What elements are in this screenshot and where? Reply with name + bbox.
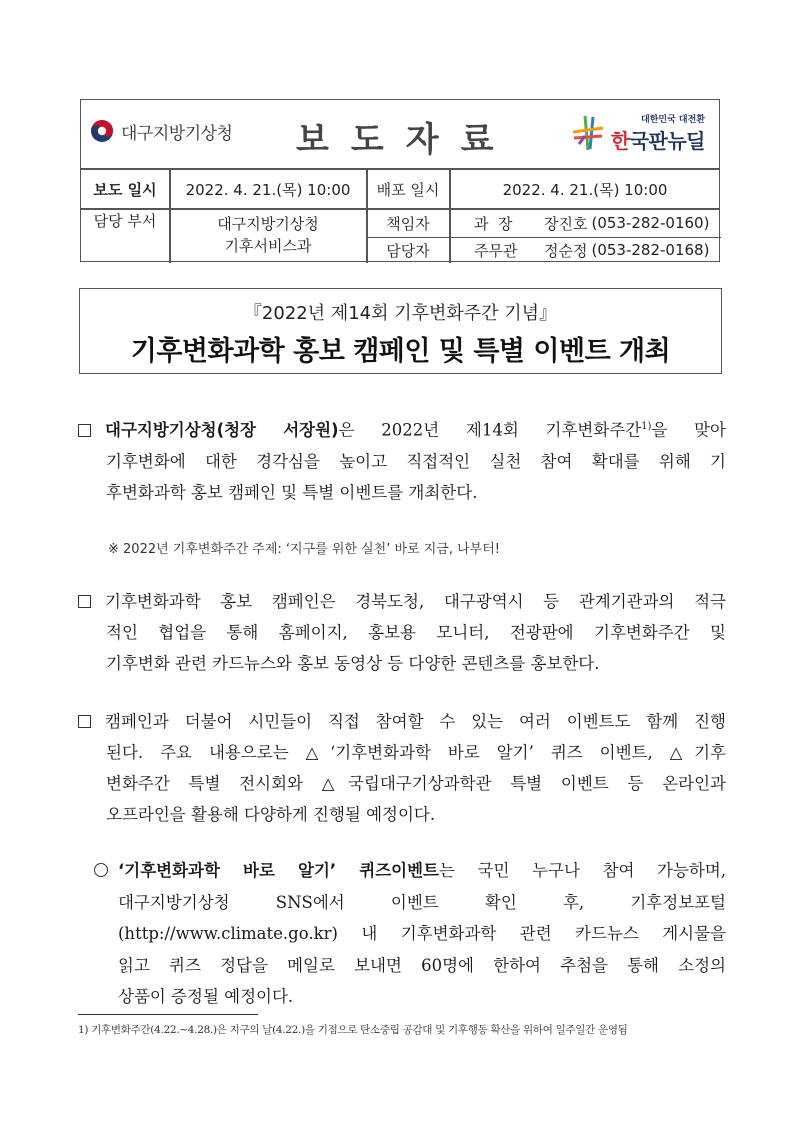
contact-role: 담당자 xyxy=(386,241,430,260)
paragraph-text: 을 맞아 xyxy=(651,420,726,440)
kma-logo xyxy=(89,118,232,144)
square-bullet-icon xyxy=(78,715,91,728)
paragraph-line: (http://www.climate.go.kr) 내 기후변화과학 관련 카드뉴스 게시물을 xyxy=(118,924,726,943)
contact-title: 주무관 xyxy=(474,241,518,260)
headline-box xyxy=(79,288,722,374)
paragraph-line: 기후변화 관련 카드뉴스와 홍보 동영상 등 다양한 콘텐츠를 홍보한다. xyxy=(106,654,600,673)
agency-highlight: 대구지방기상청(청장 서장원) xyxy=(105,420,339,440)
department-value xyxy=(170,210,366,260)
paragraph-line: 기후변화에 대한 경각심을 높이고 직접적인 실천 참여 확대를 위해 기 xyxy=(106,451,726,471)
press-release-title xyxy=(296,112,515,161)
distribution-date-value: 2022. 4. 21.(목) 10:00 xyxy=(502,180,668,199)
taegeuk-emblem-icon xyxy=(89,118,115,144)
paragraph-line xyxy=(94,855,726,887)
paragraph-line: 읽고 퀴즈 정답을 메일로 보내면 60명에 한하여 추첨을 통해 소정의 xyxy=(118,955,726,975)
department-division: 기후서비스과 xyxy=(224,237,312,255)
paragraph-3 xyxy=(78,706,726,830)
headline-subtitle: 『2022년 제14회 기후변화주간 기념』 xyxy=(243,303,558,324)
paragraph-text: 캠페인과 더불어 시민들이 직접 참여할 수 있는 여러 이벤트도 함께 진행 xyxy=(105,712,726,731)
new-deal-burst-icon xyxy=(571,114,605,152)
theme-note: ※ 2022년 기후변화주간 주제: ‘지구를 위한 실천’ 바로 지금, 나부터! xyxy=(108,542,500,557)
paragraph-line: 된다. 주요 내용으로는 △‘기후변화과학 바로 알기’ 퀴즈 이벤트, △기후 xyxy=(106,743,726,762)
korean-new-deal-logo xyxy=(571,112,705,154)
paragraph-line: 변화주간 특별 전시회와 △국립대구기상과학관 특별 이벤트 등 온라인과 xyxy=(106,774,726,793)
footnote: 1) 기후변화주간(4.22.~4.28.)은 지구의 날(4.22.)을 기점으로 탄소중립 공감대 및 기후행동 확산을 위하여 일주일간 운영됨 xyxy=(78,1024,628,1036)
contact-row xyxy=(450,209,744,237)
paragraph-line: 오프라인을 활용해 다양하게 진행될 예정이다. xyxy=(106,805,436,824)
paragraph-line: 대구지방기상청 SNS에서 이벤트 확인 후, 기후정보포털 xyxy=(118,892,726,912)
contact-name: 장진호 xyxy=(544,214,588,233)
department-label: 담당 부서 xyxy=(93,212,157,230)
footnote-divider xyxy=(78,1014,258,1015)
new-deal-name-rest: 국판뉴딜 xyxy=(629,129,705,153)
paragraph-text: 기후변화과학 홍보 캠페인은 경북도청, 대구광역시 등 관계기관과의 적극 xyxy=(105,592,726,611)
contact-title: 과 장 xyxy=(474,214,513,233)
contact-role: 책임자 xyxy=(386,214,430,233)
paragraph-line: 적인 협업을 통해 홈페이지, 홍보용 모니터, 전광판에 기후변화주간 및 xyxy=(106,623,726,642)
paragraph-1 xyxy=(78,411,726,508)
agency-name: 대구지방기상청 xyxy=(121,123,233,144)
release-date-label: 보도 일시 xyxy=(93,180,157,199)
circle-bullet-icon xyxy=(94,863,108,877)
title-char: 보 xyxy=(296,120,351,160)
header-banner xyxy=(81,100,719,170)
new-deal-slogan: 대한민국 대전환 xyxy=(641,115,705,125)
new-deal-name xyxy=(611,125,705,154)
footnote-ref[interactable]: 1) xyxy=(641,421,652,432)
paragraph-text: 은 2022년 제14회 기후변화주간 xyxy=(338,420,642,440)
press-release-header-table xyxy=(80,99,720,262)
title-char: 자 xyxy=(405,120,461,160)
paragraph-line xyxy=(78,706,726,737)
paragraph-line: 상품이 증정될 예정이다. xyxy=(118,987,294,1006)
paragraph-line xyxy=(78,411,726,446)
new-deal-name-prefix: 한 xyxy=(610,129,630,153)
quiz-event-paragraph xyxy=(94,855,726,1013)
department-org: 대구지방기상청 xyxy=(217,215,319,233)
title-char: 료 xyxy=(460,120,516,160)
paragraph-line xyxy=(78,586,726,617)
contact-name: 정순정 xyxy=(544,241,588,260)
paragraph-line: 후변화과학 홍보 캠페인 및 특별 이벤트를 개최한다. xyxy=(106,482,478,502)
square-bullet-icon xyxy=(78,595,91,608)
headline-title: 기후변화과학 홍보 캠페인 및 특별 이벤트 개최 xyxy=(130,336,671,367)
contact-row xyxy=(450,238,744,262)
contact-phone: (053-282-0160) xyxy=(591,214,710,232)
quiz-event-highlight: ‘기후변화과학 바로 알기’ 퀴즈이벤트 xyxy=(118,861,439,880)
release-date-value: 2022. 4. 21.(목) 10:00 xyxy=(185,180,351,199)
paragraph-text: 는 국민 누구나 참여 가능하며, xyxy=(439,861,727,880)
contact-phone: (053-282-0168) xyxy=(591,241,710,259)
paragraph-2 xyxy=(78,586,726,679)
title-char: 도 xyxy=(350,120,406,160)
square-bullet-icon xyxy=(78,424,91,437)
distribution-date-label: 배포 일시 xyxy=(376,180,440,199)
